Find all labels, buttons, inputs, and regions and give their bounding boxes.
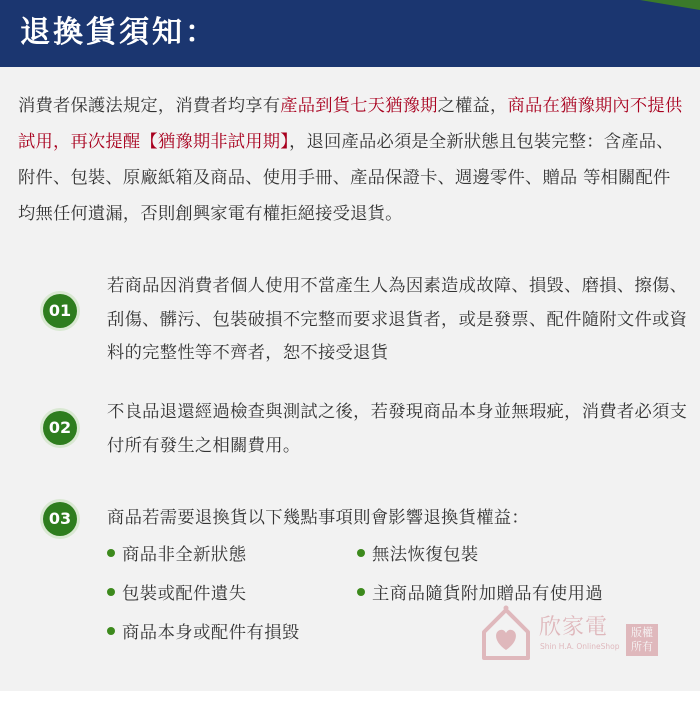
watermark-subtitle: Shin H.A. OnlineShop: [540, 642, 620, 651]
bullet-item: 無法恢復包裝: [357, 542, 479, 568]
watermark-logo: [476, 602, 666, 666]
bullet-dot-icon: [107, 549, 115, 557]
bullet-dot-icon: [357, 549, 365, 557]
policy-item-text: 不良品退還經過檢查與測試之後，若發現商品本身並無瑕疵，消費者必須支付所有發生之相關費用。: [107, 402, 688, 456]
bullet-item: 包裝或配件遺失: [107, 581, 246, 607]
header-accent: [640, 0, 700, 10]
bullet-item: 商品本身或配件有損毀: [107, 620, 300, 646]
bullet-item: 主商品隨貨附加贈品有使用過: [357, 581, 603, 607]
number-badge: 01: [43, 294, 77, 328]
bullet-dot-icon: [107, 588, 115, 596]
bullet-dot-icon: [357, 588, 365, 596]
intro-highlight-2: 商品在猶豫期內不提供試用，再次提醒【猶豫期非試用期】: [18, 96, 683, 152]
number-badge: 02: [43, 411, 77, 445]
policy-item-text: 商品若需要退換貨以下幾點事項則會影響退換貨權益：: [107, 508, 529, 528]
intro-highlight-1: 產品到貨七天猶豫期: [280, 96, 438, 116]
intro-text-1: 消費者保護法規定，消費者均享有: [18, 96, 281, 116]
intro-paragraph: [18, 88, 686, 232]
number-badge: 03: [43, 502, 77, 536]
header-bar: [0, 0, 700, 67]
bullet-dot-icon: [107, 627, 115, 635]
policy-item-text: 若商品因消費者個人使用不當產生人為因素造成故障、損毀、磨損、擦傷、刮傷、髒污、包裝破損不完整而要求退貨者，或是發票、配件隨附文件或資料的完整性等不齊者，恕不接受退貨: [107, 276, 688, 363]
intro-text-2: 之權益，: [437, 96, 508, 116]
house-heart-icon: [476, 602, 536, 666]
copyright-badge: 版權所有: [626, 624, 658, 656]
page-title: 退換貨須知：: [20, 15, 218, 50]
bullet-item: 商品非全新狀態: [107, 542, 246, 568]
watermark-brand: 欣家電: [539, 615, 609, 640]
intro-text-3: ，退回產品必須是全新狀態且包裝完整：含產品、附件、包裝、原廠紙箱及商品、使用手冊、產品保證卡、週邊零件、贈品 等相關配件均無任何遺漏，否則創興家電有權拒絕接受退貨。: [18, 132, 674, 224]
